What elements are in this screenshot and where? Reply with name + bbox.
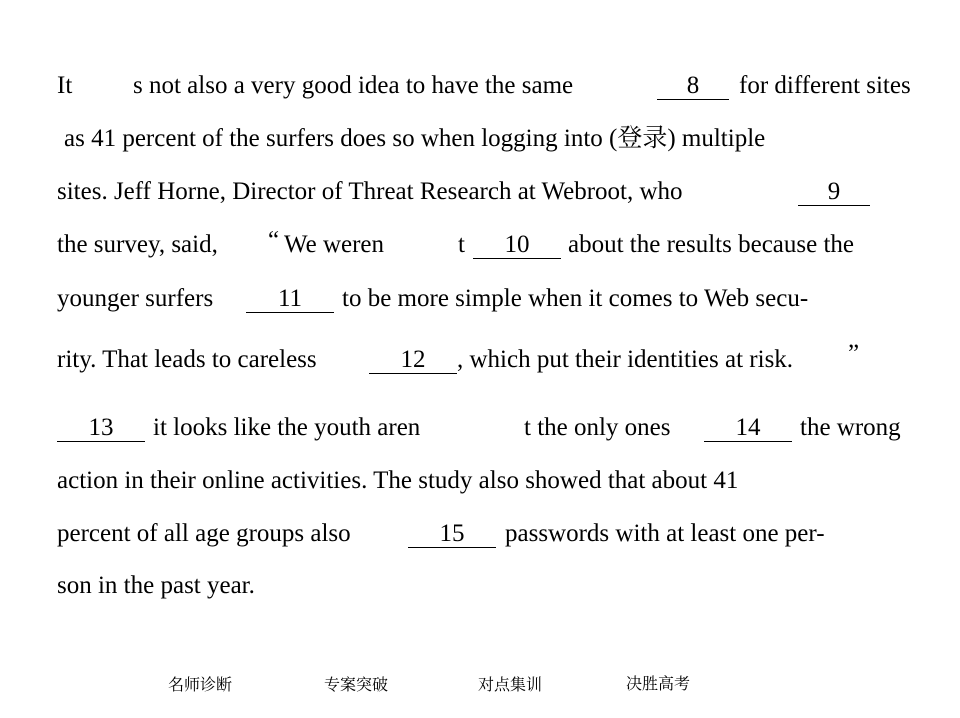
open-quote: “ — [268, 227, 280, 254]
text-segment: rity. That leads to careless — [57, 346, 317, 373]
blank-11 — [246, 279, 334, 319]
blank-12 — [369, 340, 457, 380]
text-segment: action in their online activities. The study also showed that about 41 — [57, 467, 739, 494]
blank-13 — [57, 408, 145, 448]
blank-number: 15 — [439, 520, 465, 547]
text-segment: passwords with at least one per- — [505, 520, 825, 547]
text-segment: sites. Jeff Horne, Director of Threat Research at Webroot, who — [57, 178, 683, 205]
text-segment: to be more simple when it comes to Web secu- — [342, 285, 809, 312]
text-segment: the wrong — [800, 414, 901, 441]
blank-number: 12 — [400, 346, 426, 373]
text-segment: for different sites — [739, 72, 911, 99]
text-segment: younger surfers — [57, 285, 214, 312]
blank-10 — [473, 225, 561, 265]
nav-link-training[interactable]: 对点集训 — [478, 675, 543, 694]
blank-number: 11 — [277, 285, 303, 312]
text-segment: son in the past year. — [57, 572, 255, 599]
text-segment: it looks like the youth aren — [153, 414, 421, 441]
text-segment: It — [57, 72, 73, 99]
blank-14 — [704, 408, 792, 448]
text-segment: , which put their identities at risk. — [457, 346, 794, 373]
text-segment: about the results because the — [568, 231, 855, 258]
blank-number: 10 — [504, 231, 530, 258]
blank-9 — [798, 172, 870, 212]
blank-number: 14 — [735, 414, 761, 441]
text-segment: as 41 percent of the surfers does so when logging into (登录) multiple — [64, 125, 766, 152]
blank-number: 13 — [88, 414, 114, 441]
nav-link-exam[interactable]: 决胜高考 — [626, 674, 691, 693]
text-segment: t the only ones — [524, 414, 671, 441]
text-segment: We weren — [284, 231, 385, 258]
blank-number: 8 — [686, 72, 700, 99]
blank-8 — [657, 66, 729, 106]
text-segment: percent of all age groups also — [57, 520, 351, 547]
blank-15 — [408, 514, 496, 554]
text-segment: the survey, said, — [57, 231, 218, 258]
nav-link-diagnosis[interactable]: 名师诊断 — [168, 675, 233, 694]
blank-number: 9 — [827, 178, 841, 205]
text-segment: t — [458, 231, 465, 258]
close-quote: ” — [848, 340, 860, 367]
text-segment: s not also a very good idea to have the same — [133, 72, 574, 99]
nav-link-breakthrough[interactable]: 专案突破 — [324, 675, 389, 694]
